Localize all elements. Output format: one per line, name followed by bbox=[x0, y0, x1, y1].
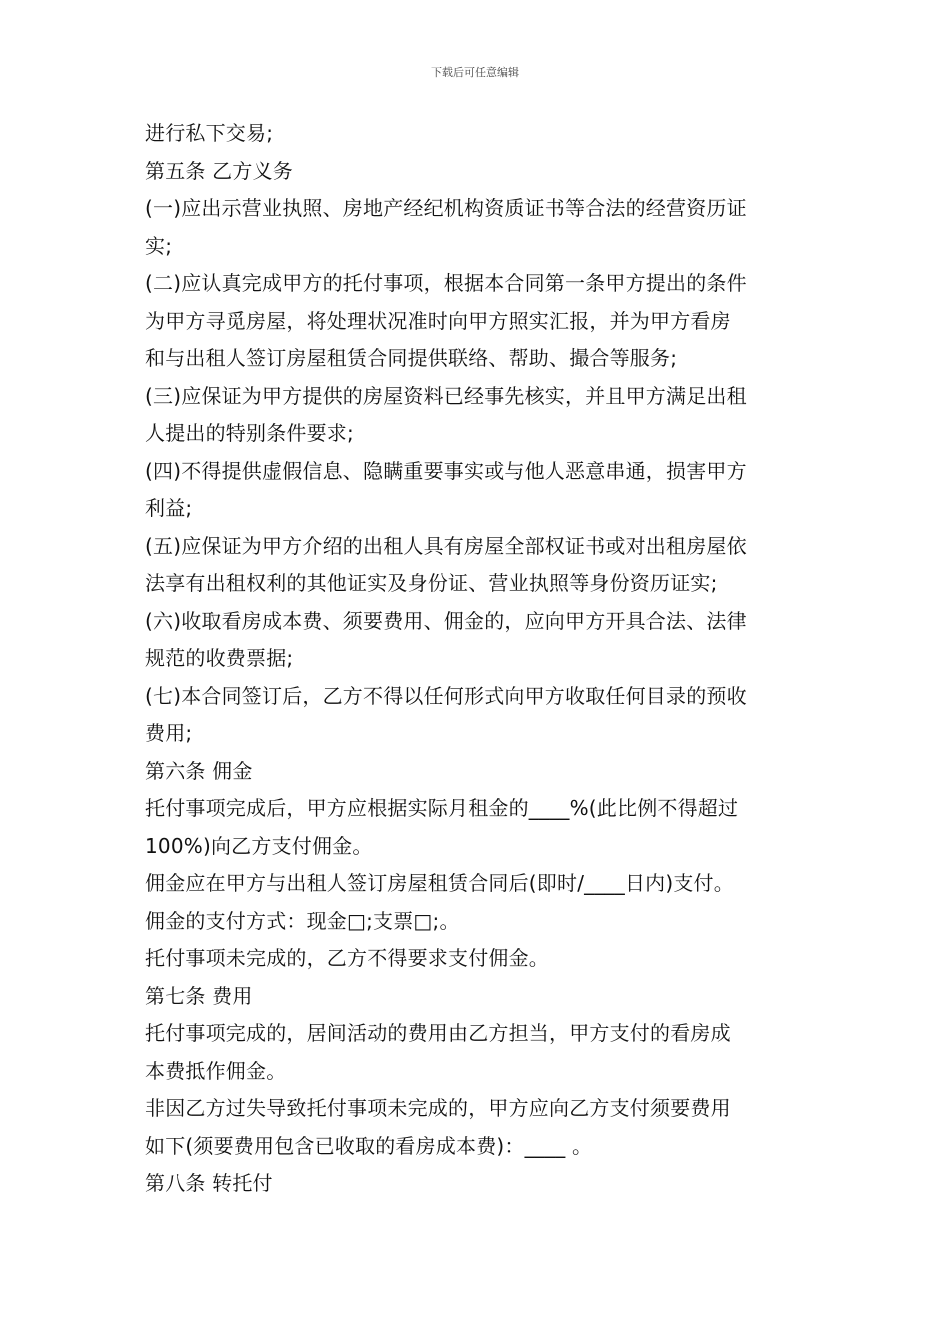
text-line: 100%)向乙方支付佣金。 bbox=[145, 833, 373, 858]
text-line: 和与出租人签订房屋租赁合同提供联络、帮助、撮合等服务; bbox=[145, 346, 678, 370]
text-line: 为甲方寻觅房屋，将处理状况准时向甲方照实汇报，并为甲方看房 bbox=[145, 308, 731, 333]
text-line: 利益; bbox=[145, 496, 193, 520]
text-line: 托付事项完成的，居间活动的费用由乙方担当，甲方支付的看房成 bbox=[145, 1021, 731, 1045]
text-line: (六)收取看房成本费、须要费用、佣金的，应向甲方开具合法、法律 bbox=[145, 608, 747, 633]
text-line: 费用; bbox=[145, 721, 193, 745]
text-line: 佣金的支付方式：现金□;支票□;。 bbox=[145, 908, 460, 933]
text-line: 规范的收费票据; bbox=[145, 646, 294, 670]
text-line: 佣金应在甲方与出租人签订房屋租赁合同后(即时/____日内)支付。 bbox=[145, 871, 734, 895]
text-line: 人提出的特别条件要求; bbox=[145, 421, 354, 445]
page-header: 下载后可任意编辑 bbox=[431, 66, 519, 79]
article-heading: 第六条 佣金 bbox=[145, 758, 253, 783]
document-body bbox=[145, 115, 810, 1203]
text-line: (二)应认真完成甲方的托付事项，根据本合同第一条甲方提出的条件 bbox=[145, 271, 747, 295]
text-line: (五)应保证为甲方介绍的出租人具有房屋全部权证书或对出租房屋依 bbox=[145, 533, 747, 558]
text-line: 实; bbox=[145, 233, 173, 258]
article-heading: 第八条 转托付 bbox=[145, 1171, 273, 1195]
text-line: 法享有出租权利的其他证实及身份证、营业执照等身份资历证实; bbox=[145, 571, 718, 595]
text-line: 非因乙方过失导致托付事项未完成的，甲方应向乙方支付须要费用 bbox=[145, 1096, 731, 1120]
text-line: (一)应出示营业执照、房地产经纪机构资质证书等合法的经营资历证 bbox=[145, 196, 747, 220]
text-line: 本费抵作佣金。 bbox=[145, 1058, 287, 1083]
text-line: 如下(须要费用包含已收取的看房成本费)：____ 。 bbox=[145, 1133, 593, 1158]
text-line: (七)本合同签订后，乙方不得以任何形式向甲方收取任何目录的预收 bbox=[145, 683, 747, 708]
text-line: 托付事项未完成的，乙方不得要求支付佣金。 bbox=[145, 946, 549, 970]
text-line: (四)不得提供虚假信息、隐瞒重要事实或与他人恶意串通，损害甲方 bbox=[145, 458, 747, 483]
text-line: 进行私下交易; bbox=[145, 121, 274, 145]
article-heading: 第七条 费用 bbox=[145, 983, 253, 1008]
article-heading: 第五条 乙方义务 bbox=[145, 158, 293, 183]
text-line: 托付事项完成后，甲方应根据实际月租金的____%(此比例不得超过 bbox=[145, 796, 739, 820]
text-line: (三)应保证为甲方提供的房屋资料已经事先核实，并且甲方满足出租 bbox=[145, 383, 747, 408]
